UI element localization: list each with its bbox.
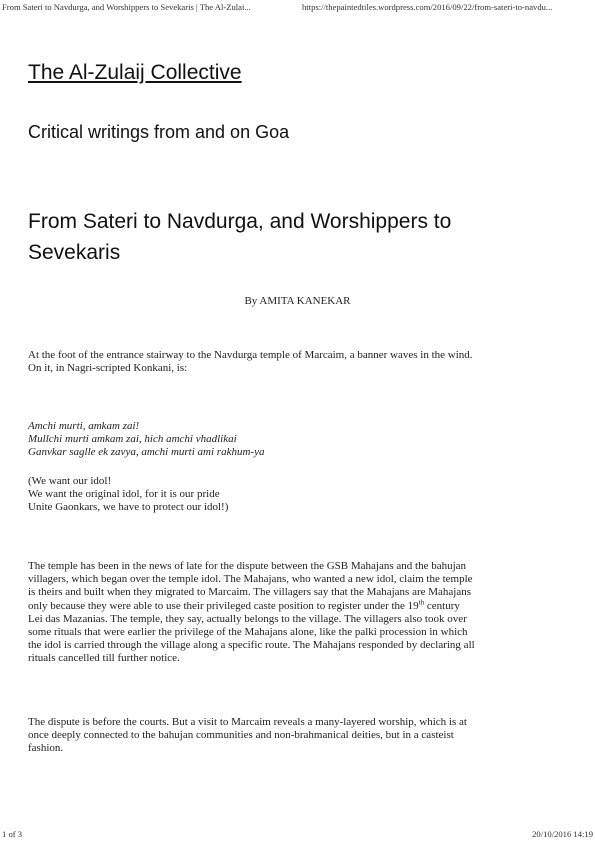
print-header-title: From Sateri to Navdurga, and Worshippers to Sevekaris | The Al-Zulai... (2, 2, 251, 12)
body-line: fashion. (28, 742, 64, 755)
body-line: once deeply connected to the bahujan communities and non-brahmanical deities, but in a casteist (28, 729, 454, 742)
intro-line: At the foot of the entrance stairway to the Navdurga temple of Marcaim, a banner waves in the wind. (28, 349, 473, 361)
post-title: From Sateri to Navdurga, and Worshippers to Sevekaris (28, 210, 452, 264)
body-line (28, 597, 568, 613)
body-line: Lei das Mazanias. The temple, they say, actually belongs to the village. The villagers also took over (28, 612, 467, 625)
body-line: The temple has been in the news of late for the dispute between the GSB Mahajans and the bahujan (28, 560, 467, 572)
body-line: rituals cancelled till further notice. (28, 652, 180, 665)
konkani-verse (28, 420, 568, 460)
body-line: the idol is carried through the village along a specific route. The Mahajans responded by declaring all (28, 639, 475, 652)
superscript-th: th (418, 597, 425, 606)
body-text: century (424, 599, 460, 612)
courts-paragraph (28, 716, 568, 756)
verse-line: Ganvkar saglle ek zavya, amchi murti ami rakhum-ya (28, 446, 265, 459)
verse-line: Amchi murti, amkam zai! (28, 420, 140, 432)
translation-line: We want the original idol, for it is our pride (28, 488, 220, 501)
page-number: 1 of 3 (2, 829, 23, 839)
intro-line: On it, in Nagri-scripted Konkani, is: (28, 362, 188, 375)
body-line: some rituals that were earlier the privilege of the Mahajans alone, like the palki procession in which (28, 626, 468, 639)
body-text: only because they were able to use their privileged caste position to register under the 19 (28, 599, 419, 612)
dispute-paragraph (28, 560, 568, 666)
verse-line: Mullchi murti amkam zai, hich amchi vhadlikai (28, 433, 237, 446)
post-byline: By AMITA KANEKAR (244, 295, 351, 307)
body-line: villagers, which began over the temple idol. The Mahajans, who wanted a new idol, claim the temple (28, 573, 473, 586)
site-tagline: Critical writings from and on Goa (28, 122, 290, 142)
translation-line: (We want our idol! (28, 475, 112, 487)
verse-translation (28, 475, 568, 515)
site-title-link[interactable]: The Al-Zulaij Collective (28, 61, 242, 84)
print-timestamp: 20/10/2016 14:19 (532, 829, 593, 839)
intro-paragraph (28, 349, 568, 375)
print-header-url: https://thepaintedtiles.wordpress.com/2016/09/22/from-sateri-to-navdu... (302, 2, 553, 12)
body-line: is theirs and built when they migrated to Marcaim. The villagers say that the Mahajans are Mahajans (28, 586, 472, 599)
body-line: The dispute is before the courts. But a visit to Marcaim reveals a many-layered worship, which is at (28, 716, 467, 728)
translation-line: Unite Gaonkars, we have to protect our idol!) (28, 501, 229, 514)
